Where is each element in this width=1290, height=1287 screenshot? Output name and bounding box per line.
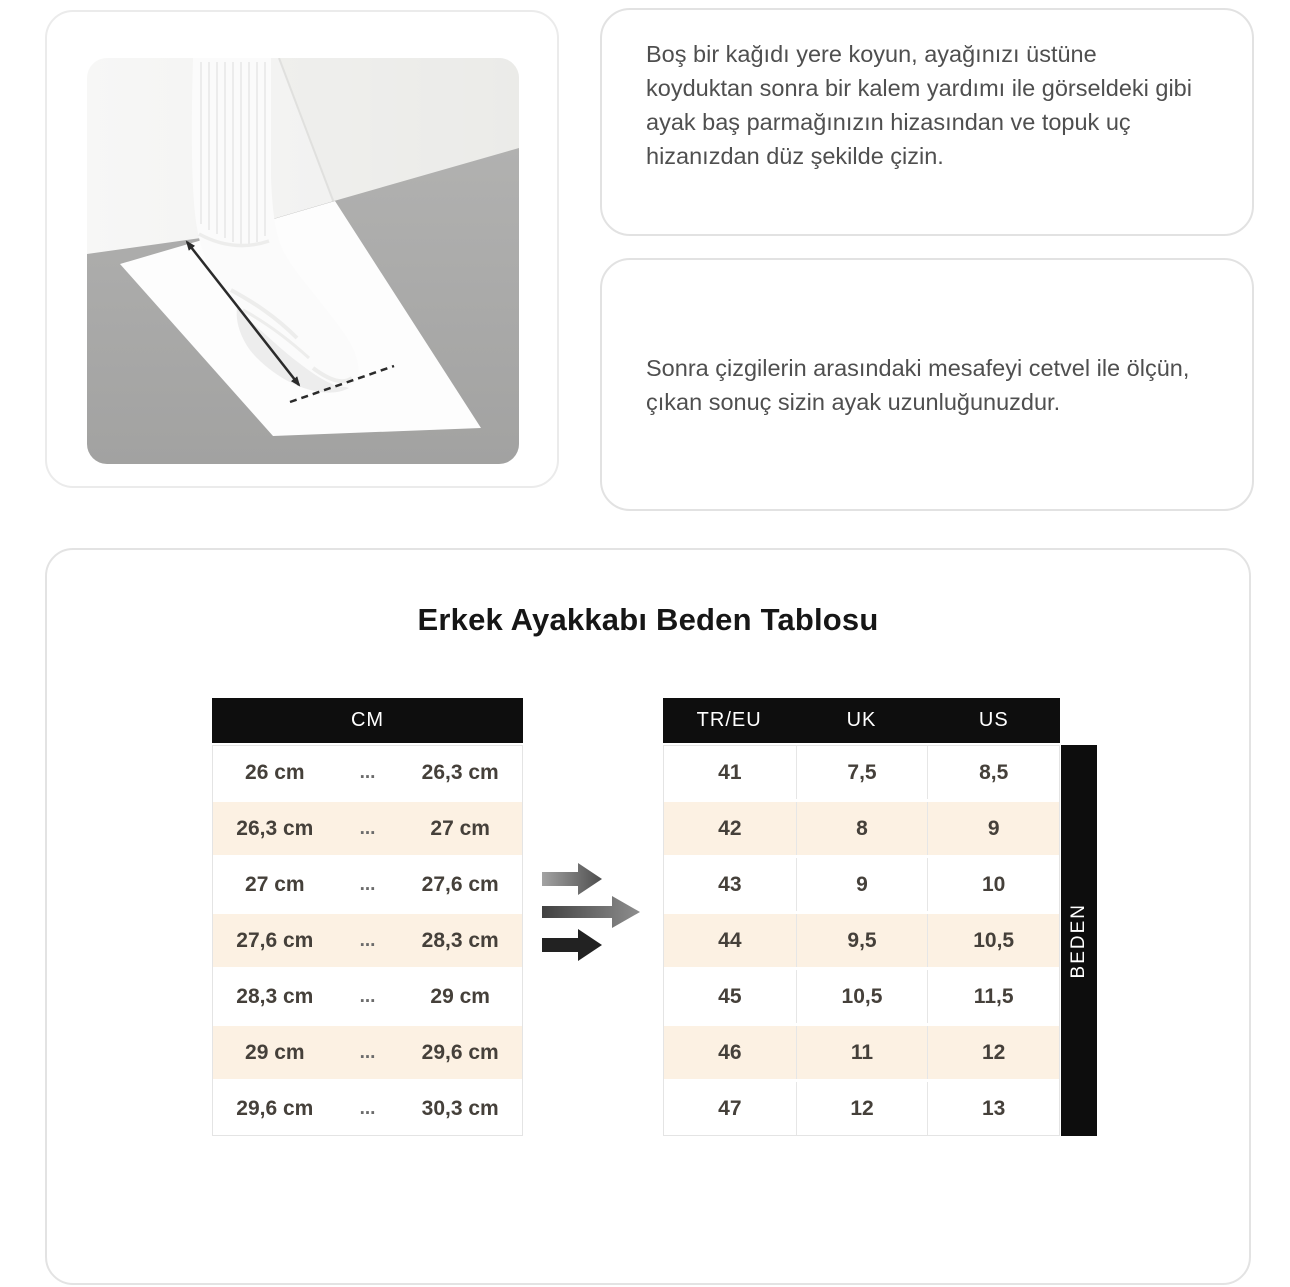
size-table-cell: [927, 1082, 1059, 1135]
size-table-row: [664, 967, 1059, 1023]
foot-measurement-photo: [87, 58, 519, 464]
size-table-row: [664, 855, 1059, 911]
size-table-cell: [927, 1026, 1059, 1079]
size-table-cell: [664, 914, 796, 967]
uk-size-value: 9,5: [847, 928, 877, 952]
size-table: [663, 698, 1060, 1136]
size-table-row: [664, 746, 1059, 799]
size-table-cell: [664, 746, 796, 799]
us-size-value: 9: [987, 816, 1000, 840]
size-table-cell: [927, 802, 1059, 855]
size-table-cell: [796, 914, 928, 967]
us-size-value: 10,5: [973, 928, 1015, 952]
size-table-row: [664, 911, 1059, 967]
beden-side-label: BEDEN: [1068, 902, 1089, 979]
range-separator: ...: [359, 873, 376, 895]
cm-to-value: 28,3 cm: [421, 928, 499, 952]
size-table-row: [664, 799, 1059, 855]
size-table-cell: [664, 1082, 796, 1135]
cm-table-row: [213, 1079, 522, 1135]
size-table-cell: [664, 802, 796, 855]
uk-size-value: 11: [850, 1040, 874, 1064]
range-separator: ...: [359, 1041, 376, 1063]
tr-eu-size-value: 46: [718, 1040, 742, 1064]
foot-measurement-card: [45, 10, 559, 488]
size-table-header-uk: UK: [846, 709, 877, 731]
size-chart-card: [45, 548, 1251, 1285]
size-table-cell: [927, 914, 1059, 967]
cm-table-row: [213, 746, 522, 799]
cm-table-row: [213, 799, 522, 855]
foot-measurement-scene: [87, 58, 519, 464]
uk-size-value: 10,5: [841, 984, 883, 1008]
uk-size-value: 9: [856, 872, 868, 896]
us-size-value: 10: [981, 872, 1006, 896]
us-size-value: 12: [981, 1040, 1006, 1064]
instruction-card-2: [600, 258, 1254, 511]
tr-eu-size-value: 42: [718, 816, 742, 840]
cm-table-body: [212, 745, 523, 1136]
size-table-cell: [664, 1026, 796, 1079]
cm-to-value: 27 cm: [430, 816, 490, 840]
tr-eu-size-value: 41: [718, 760, 742, 784]
cm-to-value: 29,6 cm: [421, 1040, 499, 1064]
size-table-cell: [796, 802, 928, 855]
cm-from-value: 27 cm: [245, 872, 305, 896]
cm-to-value: 27,6 cm: [421, 872, 499, 896]
cm-to-size-arrows-icon: [538, 856, 658, 968]
size-table-cell: [927, 970, 1059, 1023]
range-separator: ...: [359, 817, 376, 839]
size-table-cell: [796, 858, 928, 911]
cm-to-value: 29 cm: [430, 984, 490, 1008]
cm-to-value: 30,3 cm: [421, 1096, 499, 1120]
size-table-cell: [796, 1026, 928, 1079]
cm-table-header: CM: [212, 698, 523, 743]
cm-from-value: 29 cm: [245, 1040, 305, 1064]
size-table-row: [664, 1023, 1059, 1079]
cm-from-value: 28,3 cm: [236, 984, 314, 1008]
range-separator: ...: [359, 761, 376, 783]
tr-eu-size-value: 44: [718, 928, 742, 952]
beden-side-bar: [1061, 745, 1097, 1136]
instruction-step2-text: Sonra çizgilerin arasındaki mesafeyi cetvel ile ölçün, çıkan sonuç sizin ayak uzunluğunuzdur.: [646, 354, 1190, 415]
tr-eu-size-value: 43: [718, 872, 742, 896]
cm-from-value: 26 cm: [245, 760, 305, 784]
cm-from-value: 27,6 cm: [236, 928, 314, 952]
cm-from-value: 29,6 cm: [236, 1096, 314, 1120]
size-table-cell: [796, 746, 928, 799]
size-table-header-us: US: [978, 709, 1009, 731]
cm-table-row: [213, 911, 522, 967]
range-separator: ...: [359, 985, 376, 1007]
size-table-cell: [664, 970, 796, 1023]
uk-size-value: 8: [856, 816, 868, 840]
cm-table: [212, 698, 523, 1136]
us-size-value: 8,5: [979, 760, 1009, 784]
cm-table-row: [213, 855, 522, 911]
cm-to-value: 26,3 cm: [421, 760, 499, 784]
us-size-value: 13: [981, 1096, 1006, 1120]
cm-from-value: 26,3 cm: [236, 816, 314, 840]
range-separator: ...: [359, 929, 376, 951]
size-table-cell: [927, 858, 1059, 911]
size-table-body: [663, 745, 1060, 1136]
size-table-cell: [796, 1082, 928, 1135]
range-separator: ...: [359, 1097, 376, 1119]
size-chart-title: Erkek Ayakkabı Beden Tablosu: [417, 602, 879, 637]
size-table-cell: [927, 746, 1059, 799]
us-size-value: 11,5: [973, 984, 1014, 1008]
instruction-step1-text: Boş bir kağıdı yere koyun, ayağınızı üstüne koyduktan sonra bir kalem yardımı ile görseldeki gibi ayak baş parmağınızın hizasından ve topuk uç hizanızdan düz şekilde çizin.: [646, 41, 1192, 169]
size-table-header: [663, 698, 1060, 743]
uk-size-value: 12: [850, 1096, 874, 1120]
size-table-cell: [664, 858, 796, 911]
size-table-row: [664, 1079, 1059, 1135]
uk-size-value: 7,5: [847, 760, 877, 784]
cm-table-row: [213, 967, 522, 1023]
size-table-header-tr-eu: TR/EU: [696, 709, 762, 731]
size-table-cell: [796, 970, 928, 1023]
tr-eu-size-value: 45: [718, 984, 742, 1008]
instruction-card-1: [600, 8, 1254, 236]
tr-eu-size-value: 47: [718, 1096, 742, 1120]
cm-table-row: [213, 1023, 522, 1079]
